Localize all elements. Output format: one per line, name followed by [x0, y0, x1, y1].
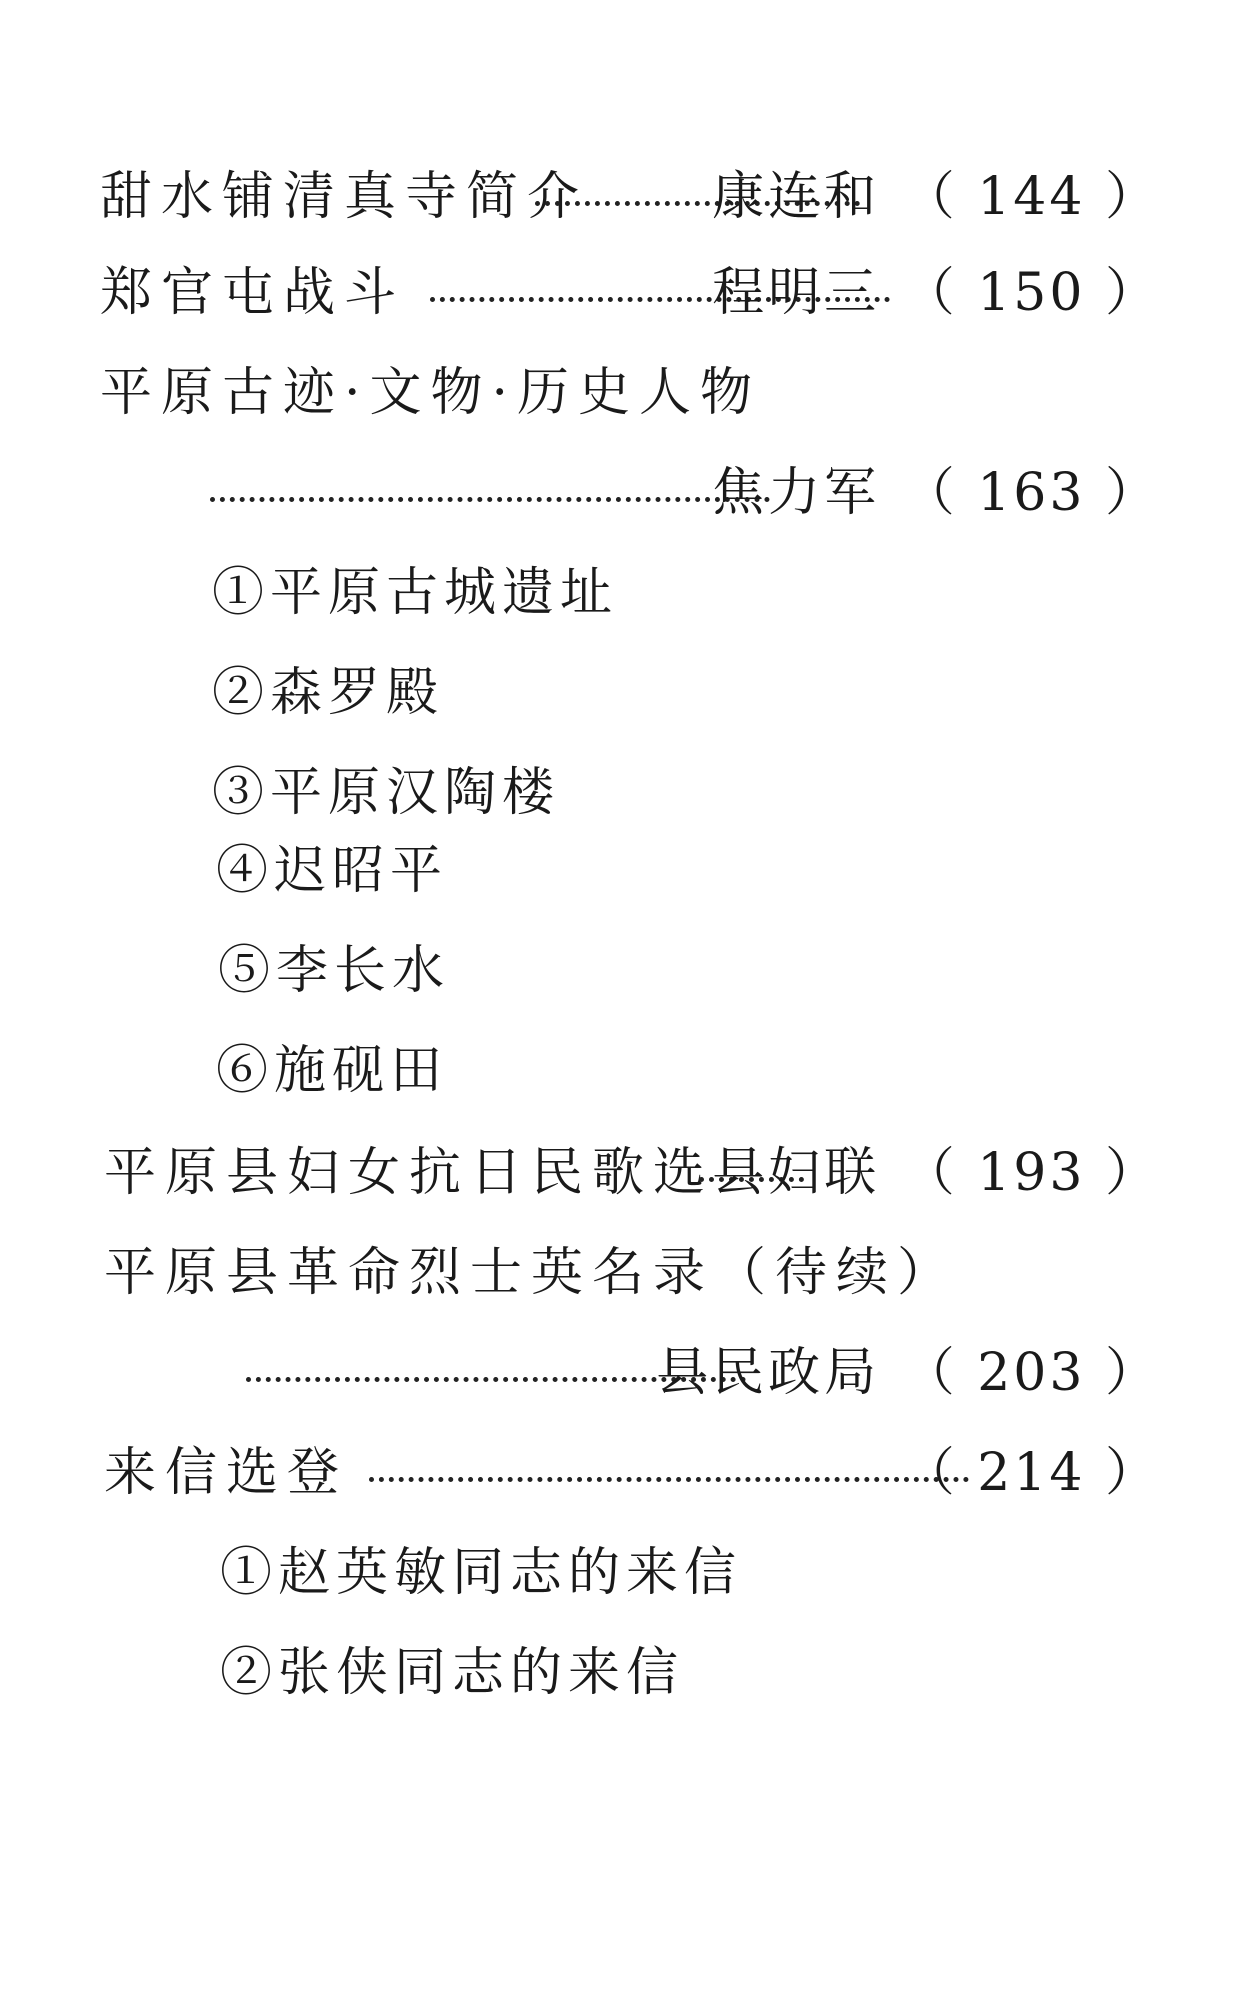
- entry-author: 焦力军: [712, 463, 881, 523]
- toc-entry-continuation[interactable]: [246, 1338, 1160, 1408]
- entry-title: 平原古迹·文物·历史人物: [100, 363, 762, 423]
- entry-page-number: （ 203 ）: [902, 1343, 1160, 1403]
- entry-page-number: （ 150 ）: [902, 263, 1160, 323]
- entry-author: 县民政局: [656, 1343, 881, 1403]
- entry-page-number: （ 214 ）: [902, 1443, 1160, 1503]
- entry-page-number: （ 144 ）: [902, 167, 1160, 227]
- toc-subitem[interactable]: ③平原汉陶楼: [212, 763, 561, 823]
- entry-page-number: （ 193 ）: [902, 1143, 1160, 1203]
- entry-title: 平原县革命烈士英名录（待续）: [104, 1243, 959, 1303]
- entry-title: 甜水铺清真寺简介: [100, 167, 589, 227]
- leader-dots: [210, 432, 770, 502]
- entry-author: 县妇联: [712, 1143, 881, 1203]
- toc-subitem[interactable]: ①平原古城遗址: [212, 563, 619, 623]
- toc-entry[interactable]: [100, 162, 1160, 232]
- toc-subitem[interactable]: ①赵英敏同志的来信: [220, 1543, 743, 1603]
- entry-title: 郑官屯战斗: [100, 263, 406, 323]
- toc-entry-title-line[interactable]: [104, 1238, 1160, 1308]
- leader-dots: [369, 1412, 969, 1482]
- entry-title: 来信选登: [104, 1443, 349, 1503]
- toc-subitem[interactable]: ②张侠同志的来信: [220, 1643, 685, 1703]
- entry-author: 程明三: [712, 263, 881, 323]
- toc-entry[interactable]: [104, 1138, 1160, 1208]
- entry-author: 康连和: [712, 167, 881, 227]
- entry-title: 平原县妇女抗日民歌选: [104, 1143, 715, 1203]
- toc-entry-continuation[interactable]: [210, 458, 1160, 528]
- entry-page-number: （ 163 ）: [902, 463, 1160, 523]
- toc-entry[interactable]: [104, 1438, 1160, 1508]
- toc-entry-title-line[interactable]: [100, 358, 1160, 428]
- toc-subitem[interactable]: ④迟昭平: [216, 841, 449, 901]
- toc-subitem[interactable]: ②森罗殿: [212, 663, 445, 723]
- toc-subitem[interactable]: ⑤李长水: [218, 941, 451, 1001]
- toc-subitem[interactable]: ⑥施砚田: [216, 1041, 449, 1101]
- toc-entry[interactable]: [100, 258, 1160, 328]
